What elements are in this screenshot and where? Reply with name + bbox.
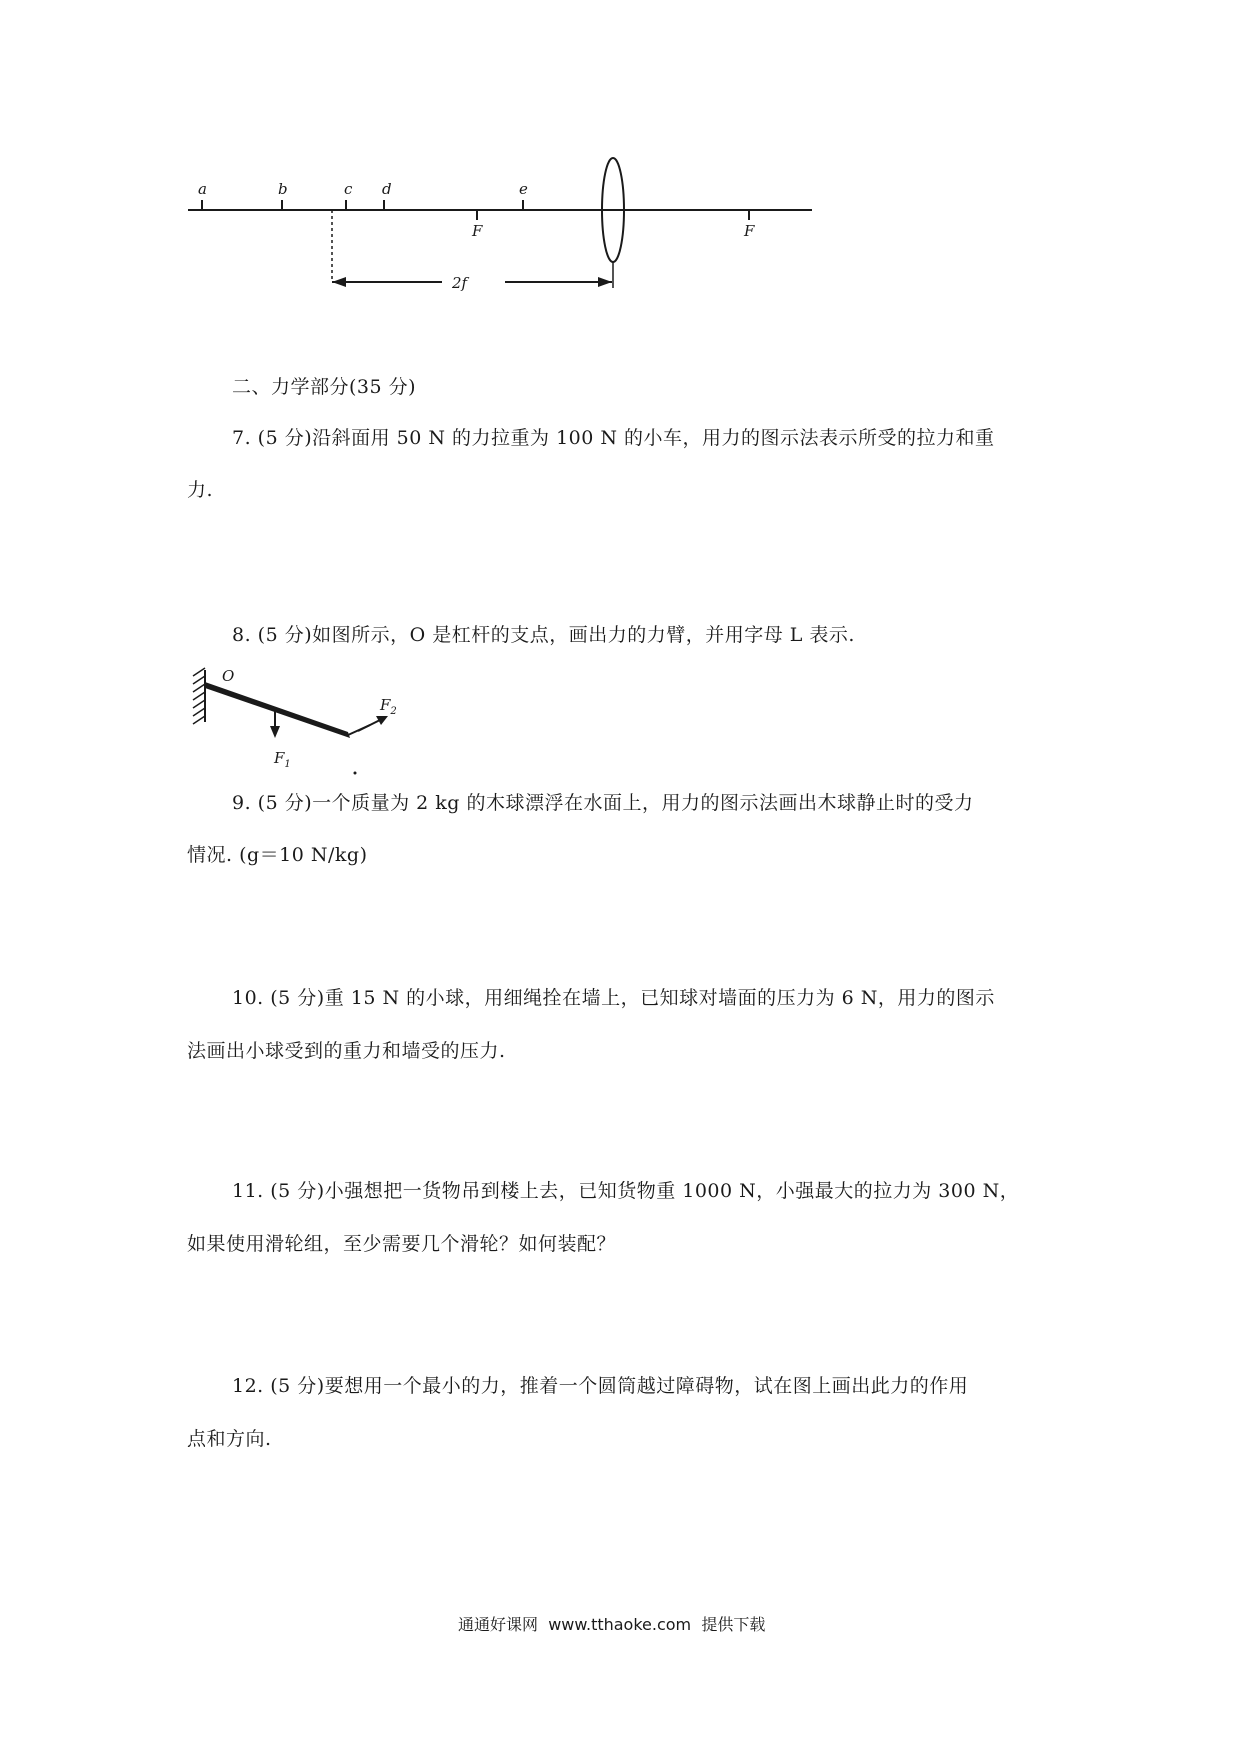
question-9-line-1: 9. (5 分)一个质量为 2 kg 的木球漂浮在水面上，用力的图示法画出木球静止时的受力	[232, 792, 974, 814]
page-footer	[458, 1612, 765, 1635]
force-1-label: $F_1$	[274, 749, 291, 770]
force-2-arrow	[358, 720, 380, 731]
stray-dot	[354, 772, 357, 775]
question-9-line-2: 情况. (g＝10 N/kg)	[187, 844, 368, 866]
label-b: b	[278, 180, 288, 198]
lens-diagram	[180, 150, 830, 310]
question-7-line-2: 力.	[187, 479, 214, 501]
question-8-line-1: 8. (5 分)如图所示，O 是杠杆的支点，画出力的力臂，并用字母 L 表示.	[232, 624, 855, 646]
wall-hatching	[193, 668, 205, 724]
label-e: e	[519, 180, 528, 198]
label-d: d	[382, 180, 392, 198]
dimension-arrowhead-right	[598, 277, 612, 287]
question-11-line-1: 11. (5 分)小强想把一货物吊到楼上去，已知货物重 1000 N，小强最大的拉力为 300 N，	[232, 1180, 1020, 1202]
question-7-line-1: 7. (5 分)沿斜面用 50 N 的力拉重为 100 N 的小车，用力的图示法表示所受的拉力和重	[232, 427, 995, 449]
footer-suffix: 提供下载	[701, 1615, 766, 1634]
focus-left-label: F	[472, 222, 483, 240]
question-11-line-2: 如果使用滑轮组，至少需要几个滑轮？如何装配？	[187, 1233, 617, 1255]
label-a: a	[198, 180, 207, 198]
question-10-line-2: 法画出小球受到的重力和墙受的压力.	[187, 1040, 506, 1062]
force-1-arrowhead	[270, 726, 280, 738]
question-12-line-1: 12. (5 分)要想用一个最小的力，推着一个圆筒越过障碍物，试在图上画出此力的作用	[232, 1375, 969, 1397]
footer-site-name: 通通好课网	[458, 1615, 539, 1634]
footer-url[interactable]: www.tthaoke.com	[548, 1615, 692, 1634]
lever-diagram	[190, 662, 410, 777]
distance-label: 2f	[452, 274, 468, 292]
label-c: c	[344, 180, 353, 198]
force-2-label: $F_2$	[380, 696, 397, 717]
dimension-arrowhead-left	[332, 277, 346, 287]
focus-right-label: F	[744, 222, 755, 240]
section-heading: 二、力学部分(35 分)	[232, 376, 417, 398]
question-10-line-1: 10. (5 分)重 15 N 的小球，用细绳拴在墙上，已知球对墙面的压力为 6 N，用力的图示	[232, 987, 995, 1009]
pivot-label: O	[222, 667, 235, 685]
question-12-line-2: 点和方向.	[187, 1428, 272, 1450]
